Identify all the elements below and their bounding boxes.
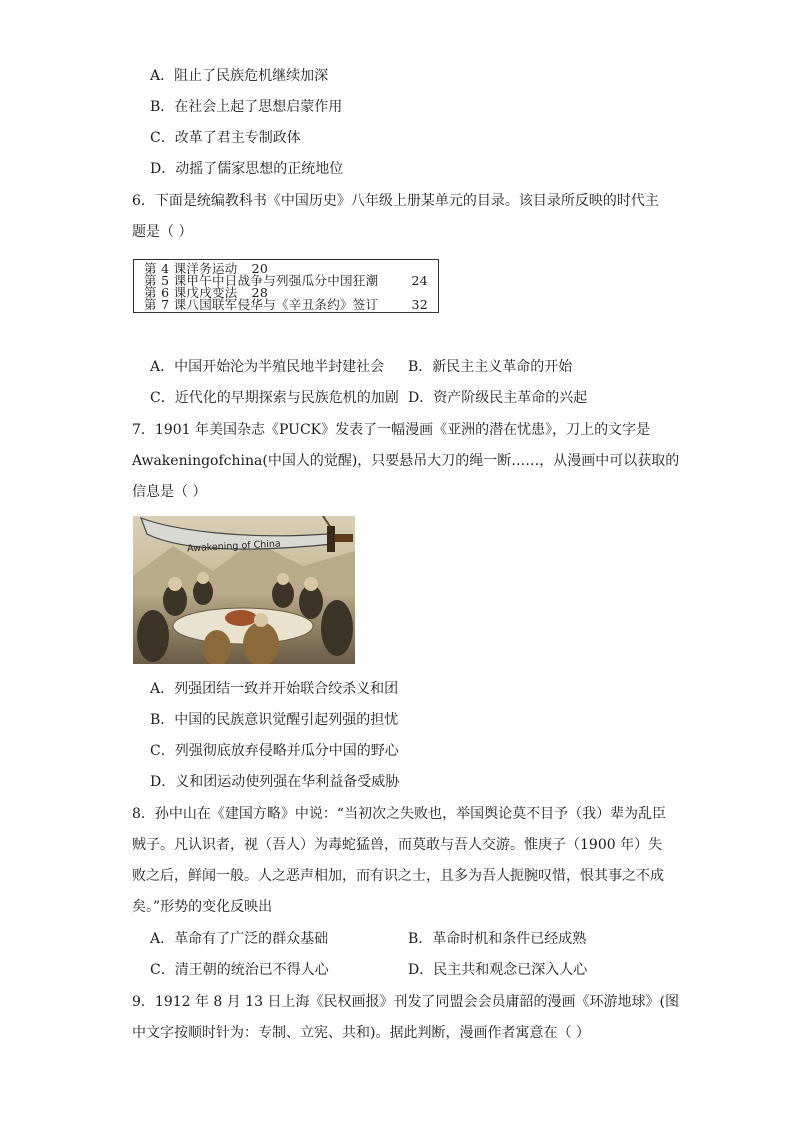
q9-stem-cont: 中文字按顺时针为：专制、立宪、共和)。据此判断，漫画作者寓意在（ ） <box>132 1025 590 1041</box>
q7-option-a: A．列强团结一致并开始联合绞杀义和团 <box>150 681 399 697</box>
toc-row: 第 7 课八国联军侵华与《辛丑条约》签订 32 <box>144 297 428 312</box>
q7-stem: 7．1901 年美国杂志《PUCK》发表了一幅漫画《亚洲的潜在忧患》，刀上的文字是 <box>132 422 651 438</box>
q8-stem-end: 矣。”形势的变化反映出 <box>132 899 273 915</box>
q9-stem: 9．1912 年 8 月 13 日上海《民权画报》刊发了同盟会会员庸韶的漫画《环游地球》(图 <box>132 994 679 1010</box>
cartoon-image <box>133 516 355 664</box>
q7-stem-cont: Awakeningofchina(中国人的觉醒)，只要悬吊大刀的绳一断……，从漫画中可以获取的 <box>132 453 680 469</box>
q5-option-d: D．动摇了儒家思想的正统地位 <box>150 161 344 177</box>
q6-option-c: C．近代化的早期探索与民族危机的加剧 <box>150 390 399 406</box>
q6-option-a: A．中国开始沦为半殖民地半封建社会 <box>150 359 385 375</box>
q8-stem-cont2: 败之后，鲜闻一般。人之恶声相加，而有识之士，且多为吾人扼腕叹惜，恨其事之不成 <box>132 868 664 884</box>
q6-stem: 6．下面是统编教科书《中国历史》八年级上册某单元的目录。该目录所反映的时代主 <box>132 193 659 209</box>
cartoon-illustration <box>133 516 355 664</box>
q5-option-c: C．改革了君主专制政体 <box>150 130 301 146</box>
q7-stem-end: 信息是（ ） <box>132 484 207 500</box>
q8-option-d: D．民主共和观念已深入人心 <box>408 962 588 978</box>
sword-text: Awakening of China <box>186 538 282 555</box>
q7-option-d: D．义和团运动使列强在华利益备受威胁 <box>150 774 400 790</box>
q8-stem: 8．孙中山在《建国方略》中说：“当初次之失败也，举国舆论莫不目予（我）辈为乱臣 <box>132 806 667 822</box>
toc-row: 第 6 课戊戌变法 28 <box>144 285 269 300</box>
q8-option-c: C．清王朝的统治已不得人心 <box>150 962 329 978</box>
toc-row: 第 5 课甲午中日战争与列强瓜分中国狂潮 24 <box>144 273 428 288</box>
q7-option-c: C．列强彻底放弃侵略并瓜分中国的野心 <box>150 743 399 759</box>
q6-option-d: D．资产阶级民主革命的兴起 <box>408 390 588 406</box>
toc-row: 第 4 课洋务运动 20 <box>144 261 269 276</box>
q8-stem-cont1: 贼子。凡认识者，视（吾人）为毒蛇猛兽，而莫敢与吾人交游。惟庚子（1900 年）失 <box>132 837 663 853</box>
q8-option-b: B．革命时机和条件已经成熟 <box>408 931 587 947</box>
table-of-contents <box>133 259 439 313</box>
q5-option-a: A．阻止了民族危机继续加深 <box>150 68 329 84</box>
q8-option-a: A．革命有了广泛的群众基础 <box>150 931 329 947</box>
q6-option-b: B．新民主主义革命的开始 <box>408 359 573 375</box>
q5-option-b: B．在社会上起了思想启蒙作用 <box>150 99 343 115</box>
q6-stem-cont: 题是（ ） <box>132 224 193 240</box>
q7-option-b: B．中国的民族意识觉醒引起列强的担忧 <box>150 712 399 728</box>
